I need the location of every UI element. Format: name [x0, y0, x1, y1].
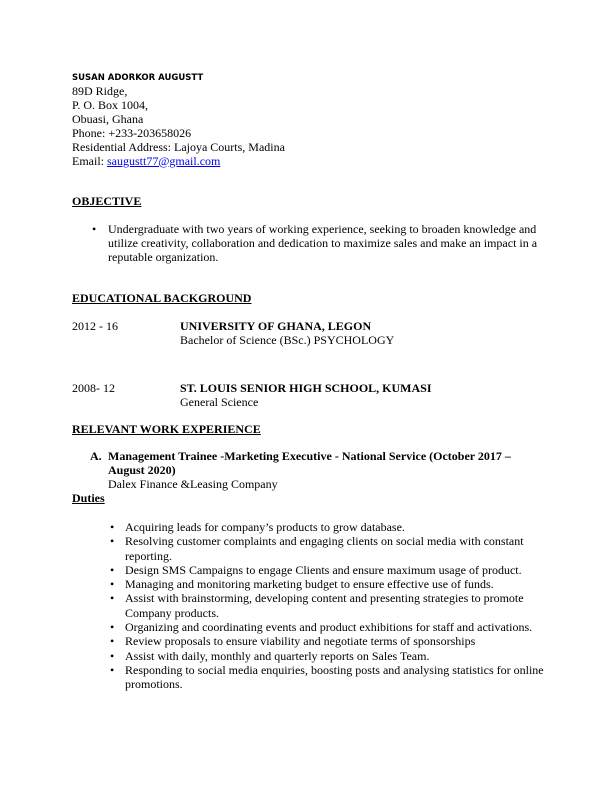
education-years: 2008- 12 [72, 381, 115, 395]
education-school: ST. LOUIS SENIOR HIGH SCHOOL, KUMASI [180, 381, 432, 395]
email-line [72, 155, 285, 169]
duty-item: • Acquiring leads for company’s products to grow database. [72, 520, 545, 534]
objective-list [72, 223, 540, 265]
work-heading: RELEVANT WORK EXPERIENCE [72, 422, 261, 436]
education-years: 2012 - 16 [72, 319, 118, 333]
applicant-name: SUSAN ADORKOR AUGUSTT [72, 73, 204, 83]
address-line: 89D Ridge, [72, 84, 128, 98]
education-heading: EDUCATIONAL BACKGROUND [72, 291, 252, 305]
contact-block [72, 85, 285, 168]
duty-item: • Resolving customer complaints and engaging clients on social media with constant reporting. [72, 534, 545, 563]
job-marker: A. [90, 449, 102, 463]
job-title: Management Trainee -Marketing Executive - National Service (October 2017 – August 2020) [108, 449, 511, 477]
duties-list [72, 520, 545, 692]
address-line: Obuasi, Ghana [72, 111, 144, 126]
email-link[interactable]: saugustt77@gmail.com [107, 153, 221, 168]
objective-text: • Undergraduate with two years of working experience, seeking to broaden knowledge and utilize creativity, collaboration and dedication to maximize sales and make an impact in a reputable organization. [72, 223, 540, 265]
education-detail: Bachelor of Science (BSc.) PSYCHOLOGY [180, 332, 395, 347]
education-item [72, 381, 540, 409]
duty-item: • Assist with brainstorming, developing content and presenting strategies to promote Company products. [72, 591, 545, 620]
duty-item: • Organizing and coordinating events and product exhibitions for staff and activations. [72, 620, 545, 634]
address-line: P. O. Box 1004, [72, 97, 149, 112]
job-company: Dalex Finance &Leasing Company [108, 476, 278, 491]
education-item [72, 319, 540, 347]
duties-heading: Duties [72, 491, 105, 505]
education-detail: General Science [180, 394, 259, 409]
duty-item: • Managing and monitoring marketing budget to ensure effective use of funds. [72, 577, 545, 591]
duty-item: • Assist with daily, monthly and quarterly reports on Sales Team. [72, 649, 545, 663]
phone: Phone: +233-203658026 [72, 125, 192, 140]
duty-item: • Review proposals to ensure viability and negotiate terms of sponsorships [72, 634, 545, 648]
objective-heading: OBJECTIVE [72, 194, 142, 208]
job-entry [72, 450, 526, 492]
duty-item: • Responding to social media enquiries, boosting posts and analysing statistics for online promotions. [72, 663, 545, 692]
duty-item: • Design SMS Campaigns to engage Clients and ensure maximum usage of product. [72, 563, 545, 577]
residential-address: Residential Address: Lajoya Courts, Madina [72, 139, 285, 154]
education-school: UNIVERSITY OF GHANA, LEGON [180, 319, 372, 333]
email-label: Email: [72, 153, 107, 168]
